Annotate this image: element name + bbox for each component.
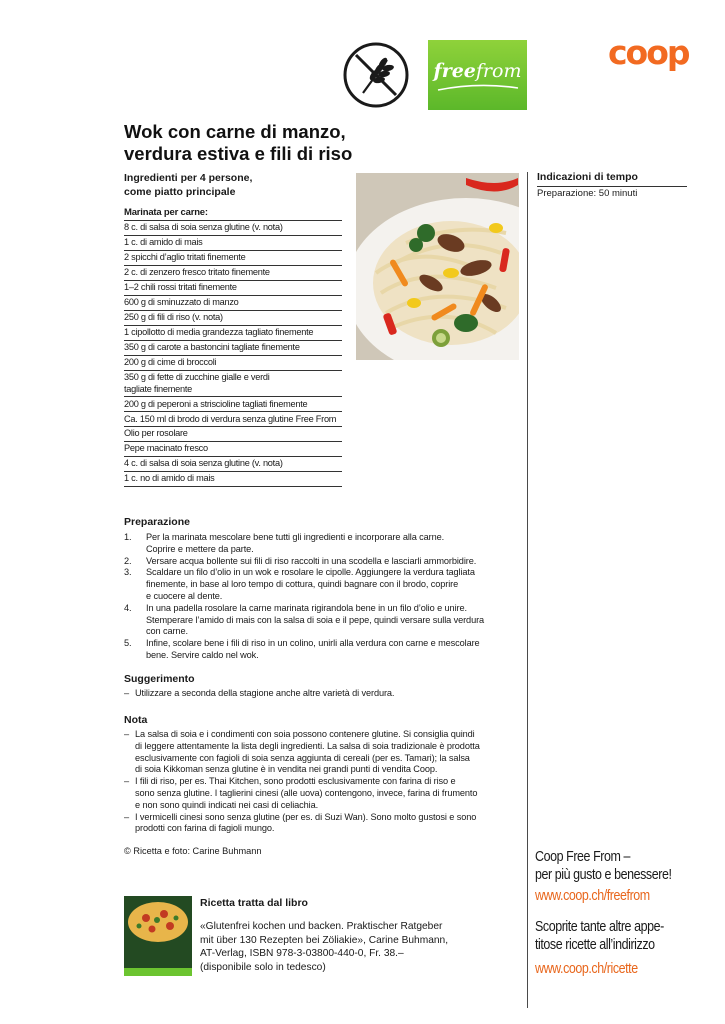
preparation-steps xyxy=(124,532,519,662)
dash-marker: – xyxy=(124,811,130,822)
freefrom-free: free xyxy=(433,60,476,82)
tip-text: Utilizzare a seconda della stagione anche altre varietà di verdura. xyxy=(135,688,395,698)
ingredients-list xyxy=(124,220,342,487)
dash-marker: – xyxy=(124,729,130,739)
ingredient-item: Olio per rosolare xyxy=(124,427,342,442)
ingredient-item: 1 c. di amido di mais xyxy=(124,236,342,251)
ingredient-item: Pepe macinato fresco xyxy=(124,442,342,457)
ingredient-item: 8 c. di salsa di soia senza glutine (v. nota) xyxy=(124,221,342,236)
ingredient-item: 4 c. di salsa di soia senza glutine (v. nota) xyxy=(124,457,342,472)
preparation-step xyxy=(124,556,519,568)
ingredient-item: 350 g di fette di zucchine gialle e verdi tagliate finemente xyxy=(124,371,342,397)
step-number: 1. xyxy=(124,532,132,542)
recipe-photo xyxy=(356,173,519,360)
preparation-step xyxy=(124,638,519,662)
column-divider xyxy=(527,172,528,1008)
ingredient-item: 1 c. no di amido di mais xyxy=(124,472,342,487)
step-number: 2. xyxy=(124,555,132,566)
coop-logo: coop xyxy=(608,33,689,72)
note-text: La salsa di soia e i condimenti con soia possono contenere glutine. Si consiglia quindi di leggere attentamente la lista degli ingredienti. La salsa di soia tradizionale è prodotta esclusivamente con fagioli di soia senza aggiunta di cereali (per es. Tamari); la salsa di soia Kikkoman senza glutine è in vendita nei grandi punti di vendita Coop. xyxy=(135,729,480,775)
tip-heading: Suggerimento xyxy=(124,673,195,685)
ingredient-item: 2 spicchi d’aglio tritati finemente xyxy=(124,251,342,266)
swoosh-icon xyxy=(436,84,520,92)
freefrom-logo xyxy=(428,40,527,110)
recipes-link[interactable]: www.coop.ch/ricette xyxy=(535,961,638,977)
tip-item xyxy=(124,688,519,700)
step-text: Versare acqua bollente sui fili di riso raccolti in una scodella e lasciarli ammorbidire. xyxy=(146,555,477,566)
step-text: In una padella rosolare la carne marinata rigirandola bene in un filo d’olio e unire. Stemperare l’amido di mais con la salsa di soia e il pepe, quindi versare sulla verdura con carne. xyxy=(146,602,485,637)
dash-marker: – xyxy=(124,688,130,698)
recipe-title xyxy=(124,121,524,165)
ingredient-item: 250 g di fili di riso (v. nota) xyxy=(124,311,342,326)
ingredient-item: 350 g di carote a bastoncini tagliate finemente xyxy=(124,341,342,356)
ingredients-heading-line2: come piatto principale xyxy=(124,185,236,198)
ingredient-item: 200 g di cime di broccoli xyxy=(124,356,342,371)
preparation-step xyxy=(124,567,519,602)
note-heading: Nota xyxy=(124,714,148,726)
step-number: 4. xyxy=(124,602,132,613)
ingredient-item: Ca. 150 ml di brodo di verdura senza glutine Free From xyxy=(124,412,342,427)
note-item xyxy=(124,729,519,776)
promo-more-recipes: Scoprite tante altre appe- titose ricette all’indirizzo xyxy=(535,919,664,953)
note-item xyxy=(124,776,519,811)
freefrom-from: from xyxy=(475,60,522,82)
note-text: I vermicelli cinesi sono senza glutine (per es. di Suzi Wan). Sono molto gustosi e sono prodotti con farina di fagioli mungo. xyxy=(135,811,477,834)
tip-list xyxy=(124,688,519,700)
freefrom-link[interactable]: www.coop.ch/freefrom xyxy=(535,888,650,904)
preparation-heading: Preparazione xyxy=(124,516,190,528)
time-value: Preparazione: 50 minuti xyxy=(537,188,638,199)
time-heading: Indicazioni di tempo xyxy=(537,171,687,187)
note-item xyxy=(124,812,519,836)
step-number: 5. xyxy=(124,638,132,649)
step-text: Scaldare un filo d’olio in un wok e rosolare le cipolle. Aggiungere la verdura tagliata finemente, in base al loro tempo di cottura, quindi bagnare con il brodo, coprire e cuocere al dente. xyxy=(146,567,475,601)
dash-marker: – xyxy=(124,776,130,787)
photo-credit: © Ricetta e foto: Carine Buhmann xyxy=(124,846,262,856)
preparation-step xyxy=(124,532,519,556)
recipe-title-line1: Wok con carne di manzo, xyxy=(124,121,346,142)
ingredient-item: 1–2 chili rossi tritati finemente xyxy=(124,281,342,296)
note-list xyxy=(124,729,519,835)
step-number: 3. xyxy=(124,567,132,578)
book-cover xyxy=(124,896,192,976)
book-heading: Ricetta tratta dal libro xyxy=(200,897,308,909)
ingredients-heading xyxy=(124,172,344,199)
ingredient-item: 2 c. di zenzero fresco tritato finemente xyxy=(124,266,342,281)
ingredient-item: 600 g di sminuzzato di manzo xyxy=(124,296,342,311)
ingredient-item: 1 cipollotto di media grandezza tagliato finemente xyxy=(124,326,342,341)
marinata-label: Marinata per carne: xyxy=(124,207,208,218)
ingredient-item: 200 g di peperoni a striscioline tagliati finemente xyxy=(124,397,342,412)
book-description: «Glutenfrei kochen und backen. Praktischer Ratgeber mit über 130 Rezepten bei Zöliakie», Carine Buhmann, AT-Verlag, ISBN 978-3-03800-440-0, Fr. 38.– (disponibile solo in tedesco) xyxy=(200,921,449,973)
note-text: I fili di riso, per es. Thai Kitchen, sono prodotti esclusivamente con farina di riso e sono senza glutine. I taglierini cinesi (alle uova) contengono, invece, farina di frumento e non sono quindi indicati nei casi di celiachia. xyxy=(135,776,478,810)
gluten-free-icon xyxy=(341,40,411,110)
ingredients-heading-line1: Ingredienti per 4 persone, xyxy=(124,172,253,184)
step-text: Infine, scolare bene i fili di riso in un colino, unirli alla verdura con carne e mescolare bene. Servire caldo nel wok. xyxy=(146,638,480,660)
preparation-step xyxy=(124,603,519,638)
promo-slogan: Coop Free From – per più gusto e benessere! xyxy=(535,849,672,883)
step-text: Per la marinata mescolare bene tutti gli ingredienti e incorporare alla carne. Coprire e mettere da parte. xyxy=(146,532,445,554)
recipe-title-line2: verdura estiva e fili di riso xyxy=(124,143,353,164)
